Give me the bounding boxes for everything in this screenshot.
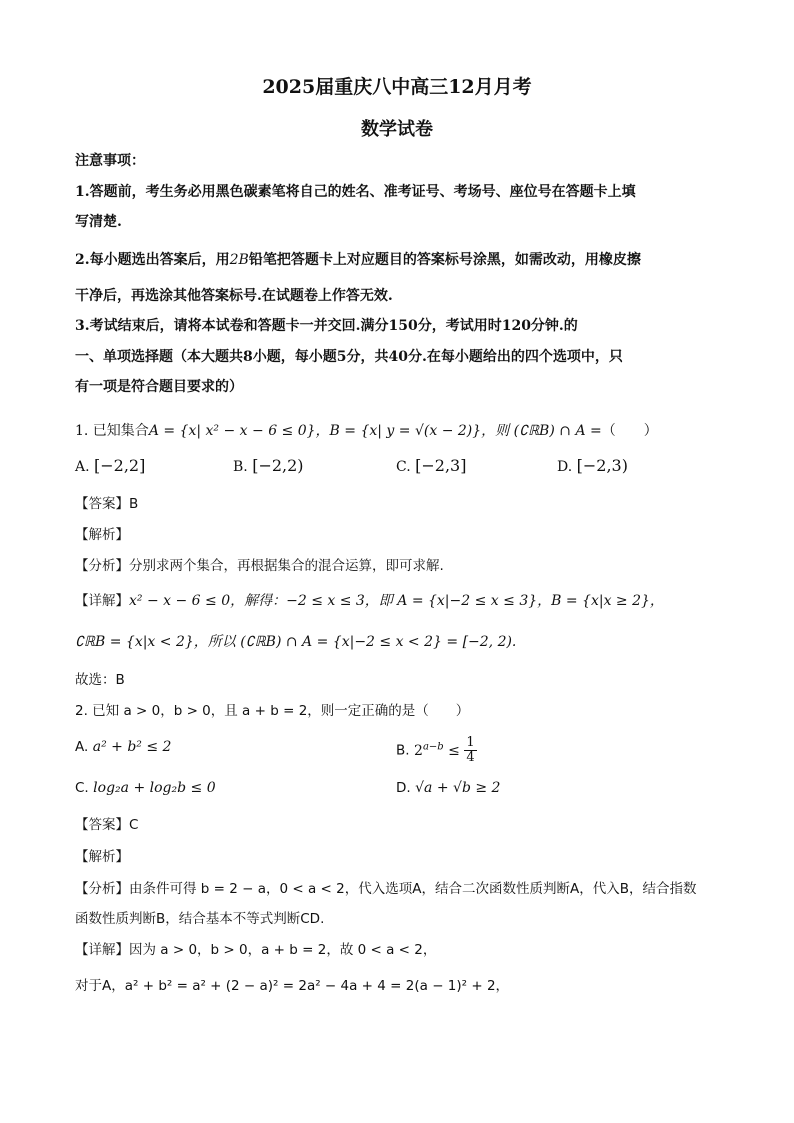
section-heading: 一、单项选择题（本大题共8小题，每小题5分，共40分.在每小题给出的四个选项中，只 (75, 349, 623, 365)
notice-item-2: 2.每小题选出答案后，用2B铅笔把答题卡上对应题目的答案标号涂黑，如需改动，用橡皮擦 (75, 252, 641, 268)
page-title: 2025届重庆八中高三12月月考 (262, 76, 532, 98)
q1-option-c: C. [−2,3] (396, 456, 467, 475)
q2-option-a: A. a² + b² ≤ 2 (75, 739, 172, 755)
question-1-stem: 1. 已知集合A = {x| x² − x − 6 ≤ 0}，B = {x| y = √(x − 2)}，则 (∁ℝB) ∩ A =（ ） (75, 423, 658, 439)
section-heading-cont: 有一项是符合题目要求的） (75, 379, 243, 395)
q1-detail-2: ∁ℝB = {x|x < 2}，所以 (∁ℝB) ∩ A = {x|−2 ≤ x < 2} = [−2, 2). (75, 634, 517, 650)
q2-answer: 【答案】C (75, 817, 139, 833)
q2-detail-2: 对于A，a² + b² = a² + (2 − a)² = 2a² − 4a + 4 = 2(a − 1)² + 2， (75, 978, 510, 994)
q1-fenxi: 【分析】分别求两个集合，再根据集合的混合运算，即可求解. (75, 558, 444, 574)
q2-option-d: D. √a + √b ≥ 2 (396, 780, 501, 796)
q1-answer: 【答案】B (75, 496, 139, 512)
q1-analysis-tag: 【解析】 (75, 527, 129, 543)
notice-heading: 注意事项： (75, 153, 145, 169)
notice-item-1-cont: 写清楚. (75, 214, 122, 230)
q2-detail-1: 【详解】因为 a > 0，b > 0，a + b = 2，故 0 < a < 2， (75, 942, 437, 958)
page-subtitle: 数学试卷 (361, 119, 433, 140)
q1-option-a: A. [−2,2] (75, 456, 146, 475)
q2-analysis-tag: 【解析】 (75, 849, 129, 865)
question-2-stem: 2. 已知 a > 0，b > 0，且 a + b = 2，则一定正确的是（ ） (75, 703, 470, 719)
q2-fenxi-1: 【分析】由条件可得 b = 2 − a，0 < a < 2，代入选项A，结合二次函数性质判断A，代入B，结合指数 (75, 881, 697, 897)
q2-option-c: C. log₂a + log₂b ≤ 0 (75, 780, 216, 796)
notice-item-2-cont: 干净后，再选涂其他答案标号.在试题卷上作答无效. (75, 288, 393, 304)
q2-fenxi-2: 函数性质判断B，结合基本不等式判断CD. (75, 911, 325, 927)
q1-choose: 故选：B (75, 672, 125, 688)
q1-option-d: D. [−2,3) (557, 456, 628, 475)
q1-option-b: B. [−2,2) (233, 456, 304, 475)
notice-item-1: 1.答题前，考生务必用黑色碳素笔将自己的姓名、准考证号、考场号、座位号在答题卡上填 (75, 184, 636, 200)
notice-item-3: 3.考试结束后，请将本试卷和答题卡一并交回.满分150分，考试用时120分钟.的 (75, 318, 578, 334)
q1-detail-1: 【详解】x² − x − 6 ≤ 0，解得：−2 ≤ x ≤ 3，即 A = {x|−2 ≤ x ≤ 3}，B = {x|x ≥ 2}， (75, 593, 664, 609)
q2-option-b: B. $2^{a-b}$ ≤ $\frac{1}{4}$ (396, 735, 475, 766)
